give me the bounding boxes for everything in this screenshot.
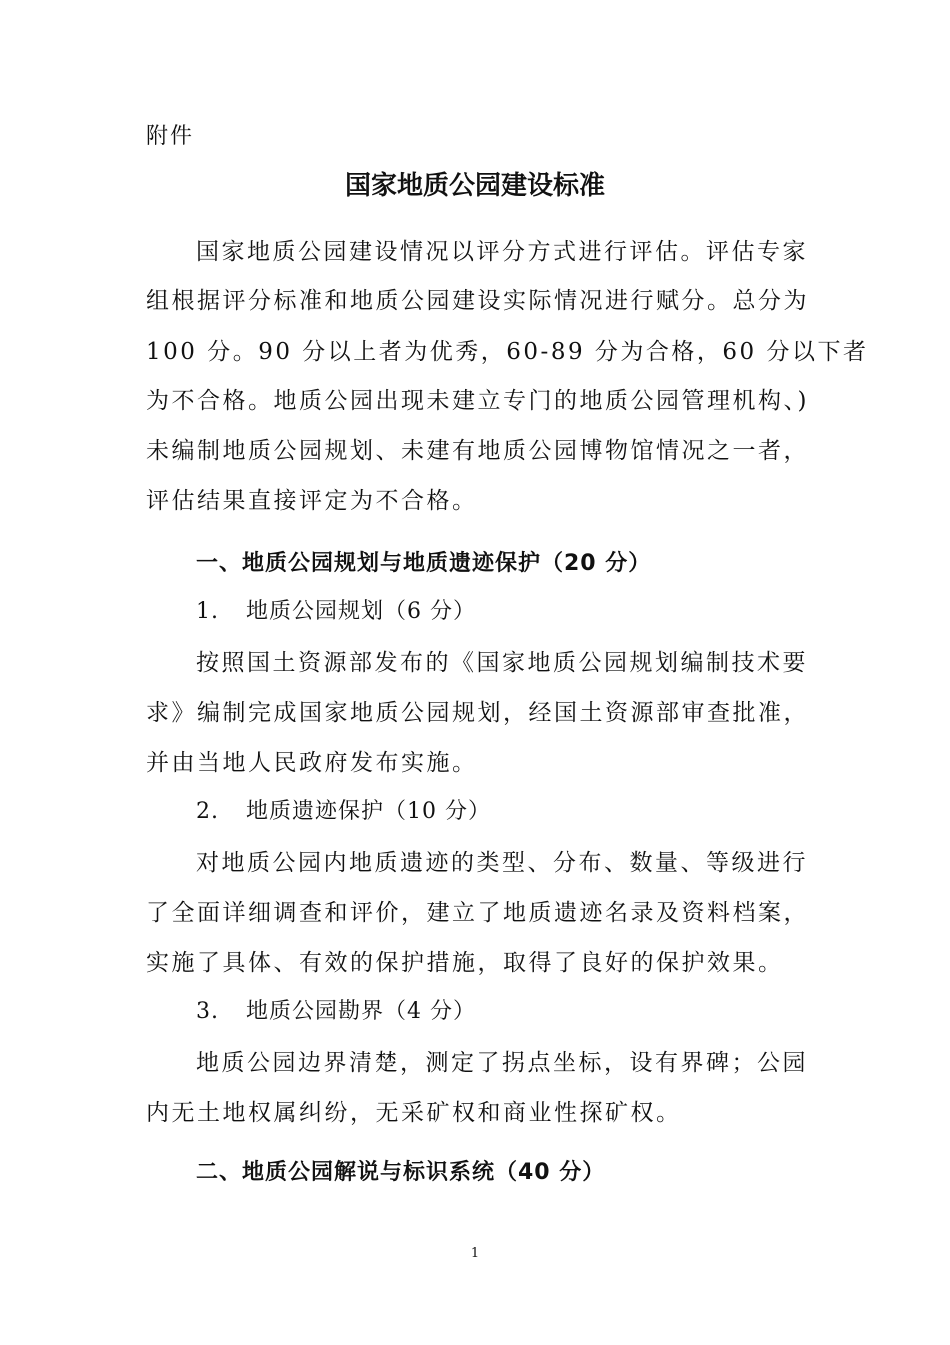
subsection-label: 地质遗迹保护（10 分） (246, 799, 491, 824)
paragraph-line: 求》编制完成国家地质公园规划，经国土资源部审查批准， (146, 700, 809, 726)
subsection-title (196, 596, 812, 628)
paragraph-line: 并由当地人民政府发布实施。 (146, 750, 478, 776)
paragraph-line: 对地质公园内地质遗迹的类型、分布、数量、等级进行 (196, 850, 808, 876)
paragraph-line: 实施了具体、有效的保护措施，取得了良好的保护效果。 (146, 950, 784, 976)
intro-line: 国家地质公园建设情况以评分方式进行评估。评估专家 (196, 239, 808, 265)
paragraph-line: 内无土地权属纠纷，无采矿权和商业性探矿权。 (146, 1100, 682, 1126)
subsection-label: 地质公园勘界（4 分） (246, 999, 476, 1024)
intro-line: 为不合格。地质公园出现未建立专门的地质公园管理机构、) (146, 388, 809, 414)
subsection-number: 3. (196, 999, 219, 1024)
subsection-number: 2. (196, 799, 219, 824)
paragraph-line: 了全面详细调查和评价，建立了地质遗迹名录及资料档案， (146, 900, 809, 926)
subsection-title (196, 796, 812, 828)
attachment-label: 附件 (146, 124, 195, 149)
subsection-title (196, 996, 812, 1028)
section-heading: 二、地质公园解说与标识系统（40 分） (196, 1160, 606, 1185)
intro-line: 组根据评分标准和地质公园建设实际情况进行赋分。总分为 (146, 288, 809, 314)
intro-line: 评估结果直接评定为不合格。 (146, 488, 478, 514)
paragraph-line: 地质公园边界清楚，测定了拐点坐标，设有界碑；公园 (196, 1050, 808, 1076)
paragraph-line: 按照国土资源部发布的《国家地质公园规划编制技术要 (196, 650, 808, 676)
intro-line: 100 分。90 分以上者为优秀，60-89 分为合格，60 分以下者 (146, 339, 869, 365)
document-title: 国家地质公园建设标准 (344, 171, 605, 201)
page-number: 1 (470, 1246, 480, 1261)
intro-line: 未编制地质公园规划、未建有地质公园博物馆情况之一者， (146, 438, 809, 464)
subsection-label: 地质公园规划（6 分） (246, 599, 476, 624)
subsection-number: 1. (196, 599, 219, 624)
section-heading: 一、地质公园规划与地质遗迹保护（20 分） (196, 551, 652, 576)
